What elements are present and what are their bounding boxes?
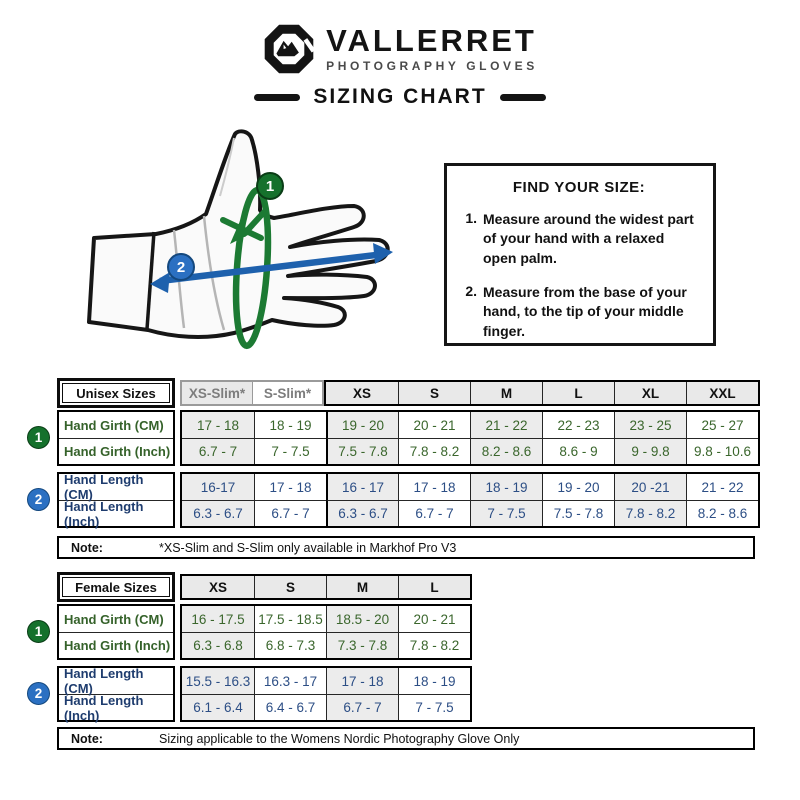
page-title: SIZING CHART <box>313 85 487 108</box>
page-title-row <box>254 85 545 109</box>
table-cell: 7 - 7.5 <box>398 694 470 720</box>
column-header: S-Slim* <box>252 382 322 404</box>
column-header: S <box>254 576 326 598</box>
instruction-text: Measure around the widest part of your hand with a relaxed open palm. <box>483 211 694 266</box>
female-title-box <box>57 572 175 602</box>
instructions-title: FIND YOUR SIZE: <box>512 179 646 196</box>
table-cell: 7.8 - 8.2 <box>398 438 470 464</box>
table-cell: 20 - 21 <box>398 606 470 632</box>
brand-name: VALLERRET <box>326 23 537 58</box>
title-dash-right <box>500 94 546 101</box>
instruction-text: Measure from the base of your hand, to the tip of your middle finger. <box>483 283 687 339</box>
instruction-item <box>459 210 699 268</box>
female-title: Female Sizes <box>62 577 170 597</box>
unisex-sizes-table <box>57 380 767 559</box>
female-note <box>57 727 755 750</box>
row-label: Hand Length (Inch) <box>59 694 173 720</box>
row-label: Hand Girth (Inch) <box>59 438 173 464</box>
instruction-item <box>459 283 699 341</box>
table-cell: 7 - 7.5 <box>470 500 542 526</box>
unisex-title-box <box>57 378 175 408</box>
table-cell: 16.3 - 17 <box>254 668 326 694</box>
table-cell: 17.5 - 18.5 <box>254 606 326 632</box>
unisex-header-row <box>57 380 767 406</box>
column-header: L <box>542 382 614 404</box>
title-dash-left <box>254 94 300 101</box>
column-header: M <box>470 382 542 404</box>
table-cell: 19 - 20 <box>326 412 398 438</box>
unisex-girth-block <box>57 410 767 466</box>
brand-tagline: PHOTOGRAPHY GLOVES <box>326 59 538 73</box>
vallerret-logo-icon <box>262 22 316 76</box>
table-cell: 21 - 22 <box>686 474 758 500</box>
table-cell: 18.5 - 20 <box>326 606 398 632</box>
logo <box>262 22 538 76</box>
female-header-row <box>57 574 767 600</box>
female-sizes-table <box>57 574 767 750</box>
female-girth-block <box>57 604 767 660</box>
row-label: Hand Girth (CM) <box>64 611 164 627</box>
table-cell: 9.8 - 10.6 <box>686 438 758 464</box>
table-cell: 16 - 17.5 <box>182 606 254 632</box>
table-cell: 25 - 27 <box>686 412 758 438</box>
column-header: L <box>398 576 470 598</box>
table-cell: 6.8 - 7.3 <box>254 632 326 658</box>
table-cell: 21 - 22 <box>470 412 542 438</box>
find-your-size-box <box>444 163 716 346</box>
table-cell: 7.8 - 8.2 <box>398 632 470 658</box>
table-cell: 20 -21 <box>614 474 686 500</box>
table-cell: 7.8 - 8.2 <box>614 500 686 526</box>
header <box>0 22 800 109</box>
note-label: Note: <box>71 731 103 746</box>
row-label: Hand Girth (Inch) <box>59 632 173 658</box>
column-header: M <box>326 576 398 598</box>
table-cell: 18 - 19 <box>254 412 326 438</box>
table-cell: 6.7 - 7 <box>398 500 470 526</box>
column-header: XS <box>326 382 398 404</box>
table-cell: 6.7 - 7 <box>254 500 326 526</box>
length-marker-badge: 2 <box>27 682 50 705</box>
girth-marker-badge: 1 <box>27 426 50 449</box>
hand-measurement-illustration <box>58 126 420 370</box>
row-label: Hand Length (CM) <box>64 666 144 696</box>
column-header: XS-Slim* <box>182 382 252 404</box>
girth-marker-badge: 1 <box>27 620 50 643</box>
column-header: XXL <box>686 382 758 404</box>
table-cell: 8.2 - 8.6 <box>470 438 542 464</box>
row-label: Hand Length (Inch) <box>59 500 173 526</box>
table-cell: 18 - 19 <box>470 474 542 500</box>
table-cell: 6.3 - 6.7 <box>326 500 398 526</box>
table-cell: 8.6 - 9 <box>542 438 614 464</box>
note-text: Sizing applicable to the Womens Nordic Photography Glove Only <box>159 731 520 746</box>
length-badge-figure <box>168 254 194 280</box>
table-cell: 17 - 18 <box>398 474 470 500</box>
table-cell: 8.2 - 8.6 <box>686 500 758 526</box>
column-header: XS <box>182 576 254 598</box>
table-cell: 9 - 9.8 <box>614 438 686 464</box>
note-text: *XS-Slim and S-Slim only available in Markhof Pro V3 <box>159 540 457 555</box>
svg-text:1: 1 <box>265 178 275 195</box>
table-cell: 22 - 23 <box>542 412 614 438</box>
length-marker-badge: 2 <box>27 488 50 511</box>
table-cell: 17 - 18 <box>254 474 326 500</box>
row-label: Hand Length (CM) <box>64 472 144 502</box>
table-cell: 6.7 - 7 <box>326 694 398 720</box>
table-cell: 6.3 - 6.7 <box>182 500 254 526</box>
table-cell: 6.4 - 6.7 <box>254 694 326 720</box>
table-cell: 6.3 - 6.8 <box>182 632 254 658</box>
table-cell: 7.5 - 7.8 <box>326 438 398 464</box>
instruction-number: 1. <box>465 210 477 226</box>
table-cell: 6.7 - 7 <box>182 438 254 464</box>
table-cell: 16 - 17 <box>326 474 398 500</box>
column-header: XL <box>614 382 686 404</box>
instruction-number: 2. <box>465 282 477 299</box>
table-cell: 20 - 21 <box>398 412 470 438</box>
table-cell: 16-17 <box>182 474 254 500</box>
table-cell: 17 - 18 <box>182 412 254 438</box>
unisex-title: Unisex Sizes <box>62 383 170 403</box>
table-cell: 6.1 - 6.4 <box>182 694 254 720</box>
table-cell: 19 - 20 <box>542 474 614 500</box>
table-cell: 18 - 19 <box>398 668 470 694</box>
column-header: S <box>398 382 470 404</box>
table-cell: 7 - 7.5 <box>254 438 326 464</box>
female-length-block <box>57 666 767 722</box>
girth-badge-figure <box>257 173 283 199</box>
table-cell: 23 - 25 <box>614 412 686 438</box>
note-label: Note: <box>71 540 103 555</box>
table-cell: 17 - 18 <box>326 668 398 694</box>
unisex-note <box>57 536 755 559</box>
unisex-length-block <box>57 472 767 528</box>
table-cell: 7.5 - 7.8 <box>542 500 614 526</box>
table-cell: 7.3 - 7.8 <box>326 632 398 658</box>
svg-text:2: 2 <box>176 259 186 276</box>
table-cell: 15.5 - 16.3 <box>182 668 254 694</box>
row-label: Hand Girth (CM) <box>64 417 164 433</box>
